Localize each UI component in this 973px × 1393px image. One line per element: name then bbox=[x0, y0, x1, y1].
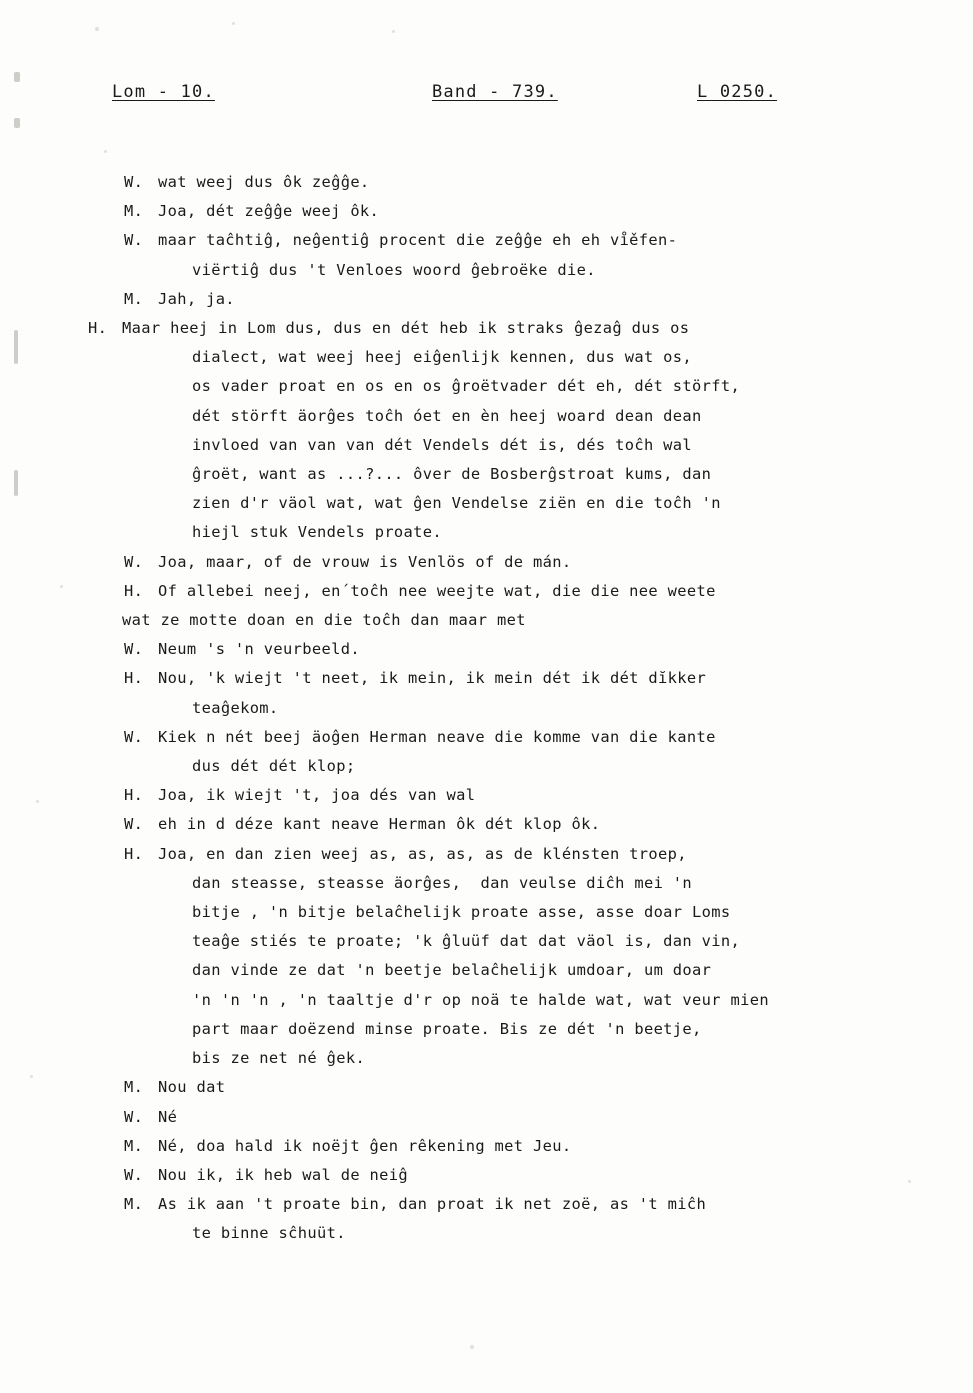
line-text: Nou ik, ik heb wal de neiĝ bbox=[158, 1165, 409, 1184]
transcript-line bbox=[88, 810, 928, 839]
speaker-label: W. bbox=[124, 1165, 144, 1184]
speaker-label: W. bbox=[124, 815, 144, 834]
line-text: Joa, dét zeĝĝe weej ôk. bbox=[158, 202, 380, 221]
speaker-label: H. bbox=[88, 319, 108, 338]
line-text: wat ze motte doan en die toĉh dan maar met bbox=[122, 611, 526, 630]
line-text: dan steasse, steasse äorĝes, dan veulse diĉh mei 'n bbox=[192, 873, 693, 892]
speaker-label: W. bbox=[124, 1107, 144, 1126]
scan-speck bbox=[36, 800, 39, 803]
header-transcript-id: Lom - 10. bbox=[112, 82, 215, 102]
line-text: te binne sĉhuüt. bbox=[192, 1224, 346, 1243]
transcript-line bbox=[88, 986, 928, 1015]
transcript-line bbox=[88, 869, 928, 898]
line-text: Neum 's 'n veurbeeld. bbox=[158, 640, 360, 659]
line-text: Jah, ja. bbox=[158, 289, 235, 308]
transcript-line bbox=[88, 402, 928, 431]
scan-speck bbox=[392, 30, 395, 33]
transcript-line bbox=[88, 664, 928, 693]
scan-speck bbox=[30, 1075, 33, 1078]
line-text: Nou dat bbox=[158, 1078, 226, 1097]
transcript-line bbox=[88, 781, 928, 810]
transcript-line bbox=[88, 1219, 928, 1248]
speaker-label: H. bbox=[124, 581, 144, 600]
scan-speck bbox=[104, 150, 107, 153]
header-archive-code: L 0250. bbox=[697, 82, 778, 102]
header-band-number: Band - 739. bbox=[432, 82, 558, 102]
margin-artifact bbox=[14, 118, 20, 128]
transcript-line bbox=[88, 285, 928, 314]
line-text: Kiek n nét beej äoĝen Herman neave die komme van die kante bbox=[158, 727, 716, 746]
line-text: viërtiĝ dus 't Venloes woord ĝebroëke die. bbox=[192, 260, 596, 279]
line-text: part maar doëzend minse proate. Bis ze dét 'n beetje, bbox=[192, 1019, 702, 1038]
transcript-line bbox=[88, 197, 928, 226]
line-text: eh in d déze kant neave Herman ôk dét klop ôk. bbox=[158, 815, 601, 834]
speaker-label: M. bbox=[124, 289, 144, 308]
speaker-label: W. bbox=[124, 640, 144, 659]
line-text: bitje , 'n bitje belaĉhelijk proate asse, asse doar Loms bbox=[192, 903, 731, 922]
transcript-line bbox=[88, 1161, 928, 1190]
transcript-line bbox=[88, 1073, 928, 1102]
margin-artifact bbox=[14, 470, 18, 496]
line-text: ĝroët, want as ...?... ôver de Bosberĝstroat kums, dan bbox=[192, 465, 712, 484]
line-text: dan vinde ze dat 'n beetje belaĉhelijk umdoar, um doar bbox=[192, 961, 712, 980]
line-text: Joa, maar, of de vrouw is Venlös of de mán. bbox=[158, 552, 572, 571]
scan-speck bbox=[232, 22, 235, 25]
margin-artifact bbox=[14, 72, 20, 82]
transcript-line bbox=[88, 226, 928, 255]
transcript-line bbox=[88, 343, 928, 372]
transcript-line bbox=[88, 1132, 928, 1161]
line-text: Né, doa hald ik noëjt ĝen rêkening met Jeu. bbox=[158, 1136, 572, 1155]
scan-speck bbox=[95, 27, 99, 31]
line-text: 'n 'n 'n , 'n taaltje d'r op noä te halde wat, wat veur mien bbox=[192, 990, 769, 1009]
line-text: Né bbox=[158, 1107, 178, 1126]
line-text: dus dét dét klop; bbox=[192, 757, 356, 776]
page-header bbox=[112, 82, 872, 102]
line-text: invloed van van van dét Vendels dét is, dés toĉh wal bbox=[192, 435, 693, 454]
transcript-line bbox=[88, 460, 928, 489]
transcript-line bbox=[88, 956, 928, 985]
speaker-label: M. bbox=[124, 1136, 144, 1155]
transcript-line bbox=[88, 752, 928, 781]
speaker-label: W. bbox=[124, 552, 144, 571]
transcript-line bbox=[88, 1015, 928, 1044]
transcript-line bbox=[88, 635, 928, 664]
line-text: wat weej dus ôk zeĝĝe. bbox=[158, 173, 370, 191]
transcript-line bbox=[88, 577, 928, 606]
line-text: bis ze net né ĝek. bbox=[192, 1049, 366, 1068]
speaker-label: M. bbox=[124, 202, 144, 221]
speaker-label: W. bbox=[124, 727, 144, 746]
transcript-line bbox=[88, 256, 928, 285]
speaker-label: H. bbox=[124, 844, 144, 863]
transcript-line bbox=[88, 1103, 928, 1132]
line-text: dialect, wat weej heej eiĝenlijk kennen, dus wat os, bbox=[192, 348, 693, 367]
line-text: teaĝekom. bbox=[192, 698, 279, 717]
speaker-label: M. bbox=[124, 1195, 144, 1214]
transcript-body bbox=[88, 168, 928, 1249]
line-text: Of allebei neej, en´toĉh nee weejte wat, die die nee weete bbox=[158, 581, 716, 600]
transcript-line bbox=[88, 1190, 928, 1219]
speaker-label: H. bbox=[124, 786, 144, 805]
line-text: hiejl stuk Vendels proate. bbox=[192, 523, 443, 542]
line-text: Joa, en dan zien weej as, as, as, as de klénsten troep, bbox=[158, 844, 687, 863]
transcript-line bbox=[88, 840, 928, 869]
line-text: Nou, 'k wiejt 't neet, ik mein, ik mein dét ik dét dĭkker bbox=[158, 669, 707, 688]
transcript-line bbox=[88, 606, 928, 635]
transcript-line bbox=[88, 372, 928, 401]
transcript-line bbox=[88, 168, 928, 197]
transcript-line bbox=[88, 518, 928, 547]
transcript-line bbox=[88, 694, 928, 723]
speaker-label: M. bbox=[124, 1078, 144, 1097]
transcript-line bbox=[88, 1044, 928, 1073]
line-text: zien d'r väol wat, wat ĝen Vendelse ziën en die toĉh 'n bbox=[192, 494, 721, 513]
line-text: Joa, ik wiejt 't, joa dés van wal bbox=[158, 786, 476, 805]
line-text: As ik aan 't proate bin, dan proat ik net zoë, as 't miĉh bbox=[158, 1195, 707, 1214]
speaker-label: W. bbox=[124, 231, 144, 250]
line-text: teaĝe stiés te proate; 'k ĝluüf dat dat väol is, dan vin, bbox=[192, 932, 741, 951]
speaker-label: H. bbox=[124, 669, 144, 688]
margin-artifact bbox=[14, 330, 18, 364]
transcript-line bbox=[88, 489, 928, 518]
line-text: Maar heej in Lom dus, dus en dét heb ik straks ĝezaĝ dus os bbox=[122, 319, 690, 338]
transcript-line bbox=[88, 723, 928, 752]
transcript-line bbox=[88, 898, 928, 927]
transcript-line bbox=[88, 927, 928, 956]
line-text: dét störft äorĝes toĉh óet en èn heej woard dean dean bbox=[192, 406, 702, 425]
transcript-line bbox=[88, 431, 928, 460]
speaker-label: W. bbox=[124, 173, 144, 191]
scan-speck bbox=[60, 585, 63, 588]
line-text: os vader proat en os en os ĝroëtvader dét eh, dét störft, bbox=[192, 377, 741, 396]
transcript-line bbox=[88, 548, 928, 577]
scan-speck bbox=[470, 1345, 474, 1349]
transcript-line bbox=[88, 314, 928, 343]
line-text: maar taĉhtiĝ, neĝentiĝ procent die zeĝĝe eh eh vi̊ěfen- bbox=[158, 231, 678, 250]
